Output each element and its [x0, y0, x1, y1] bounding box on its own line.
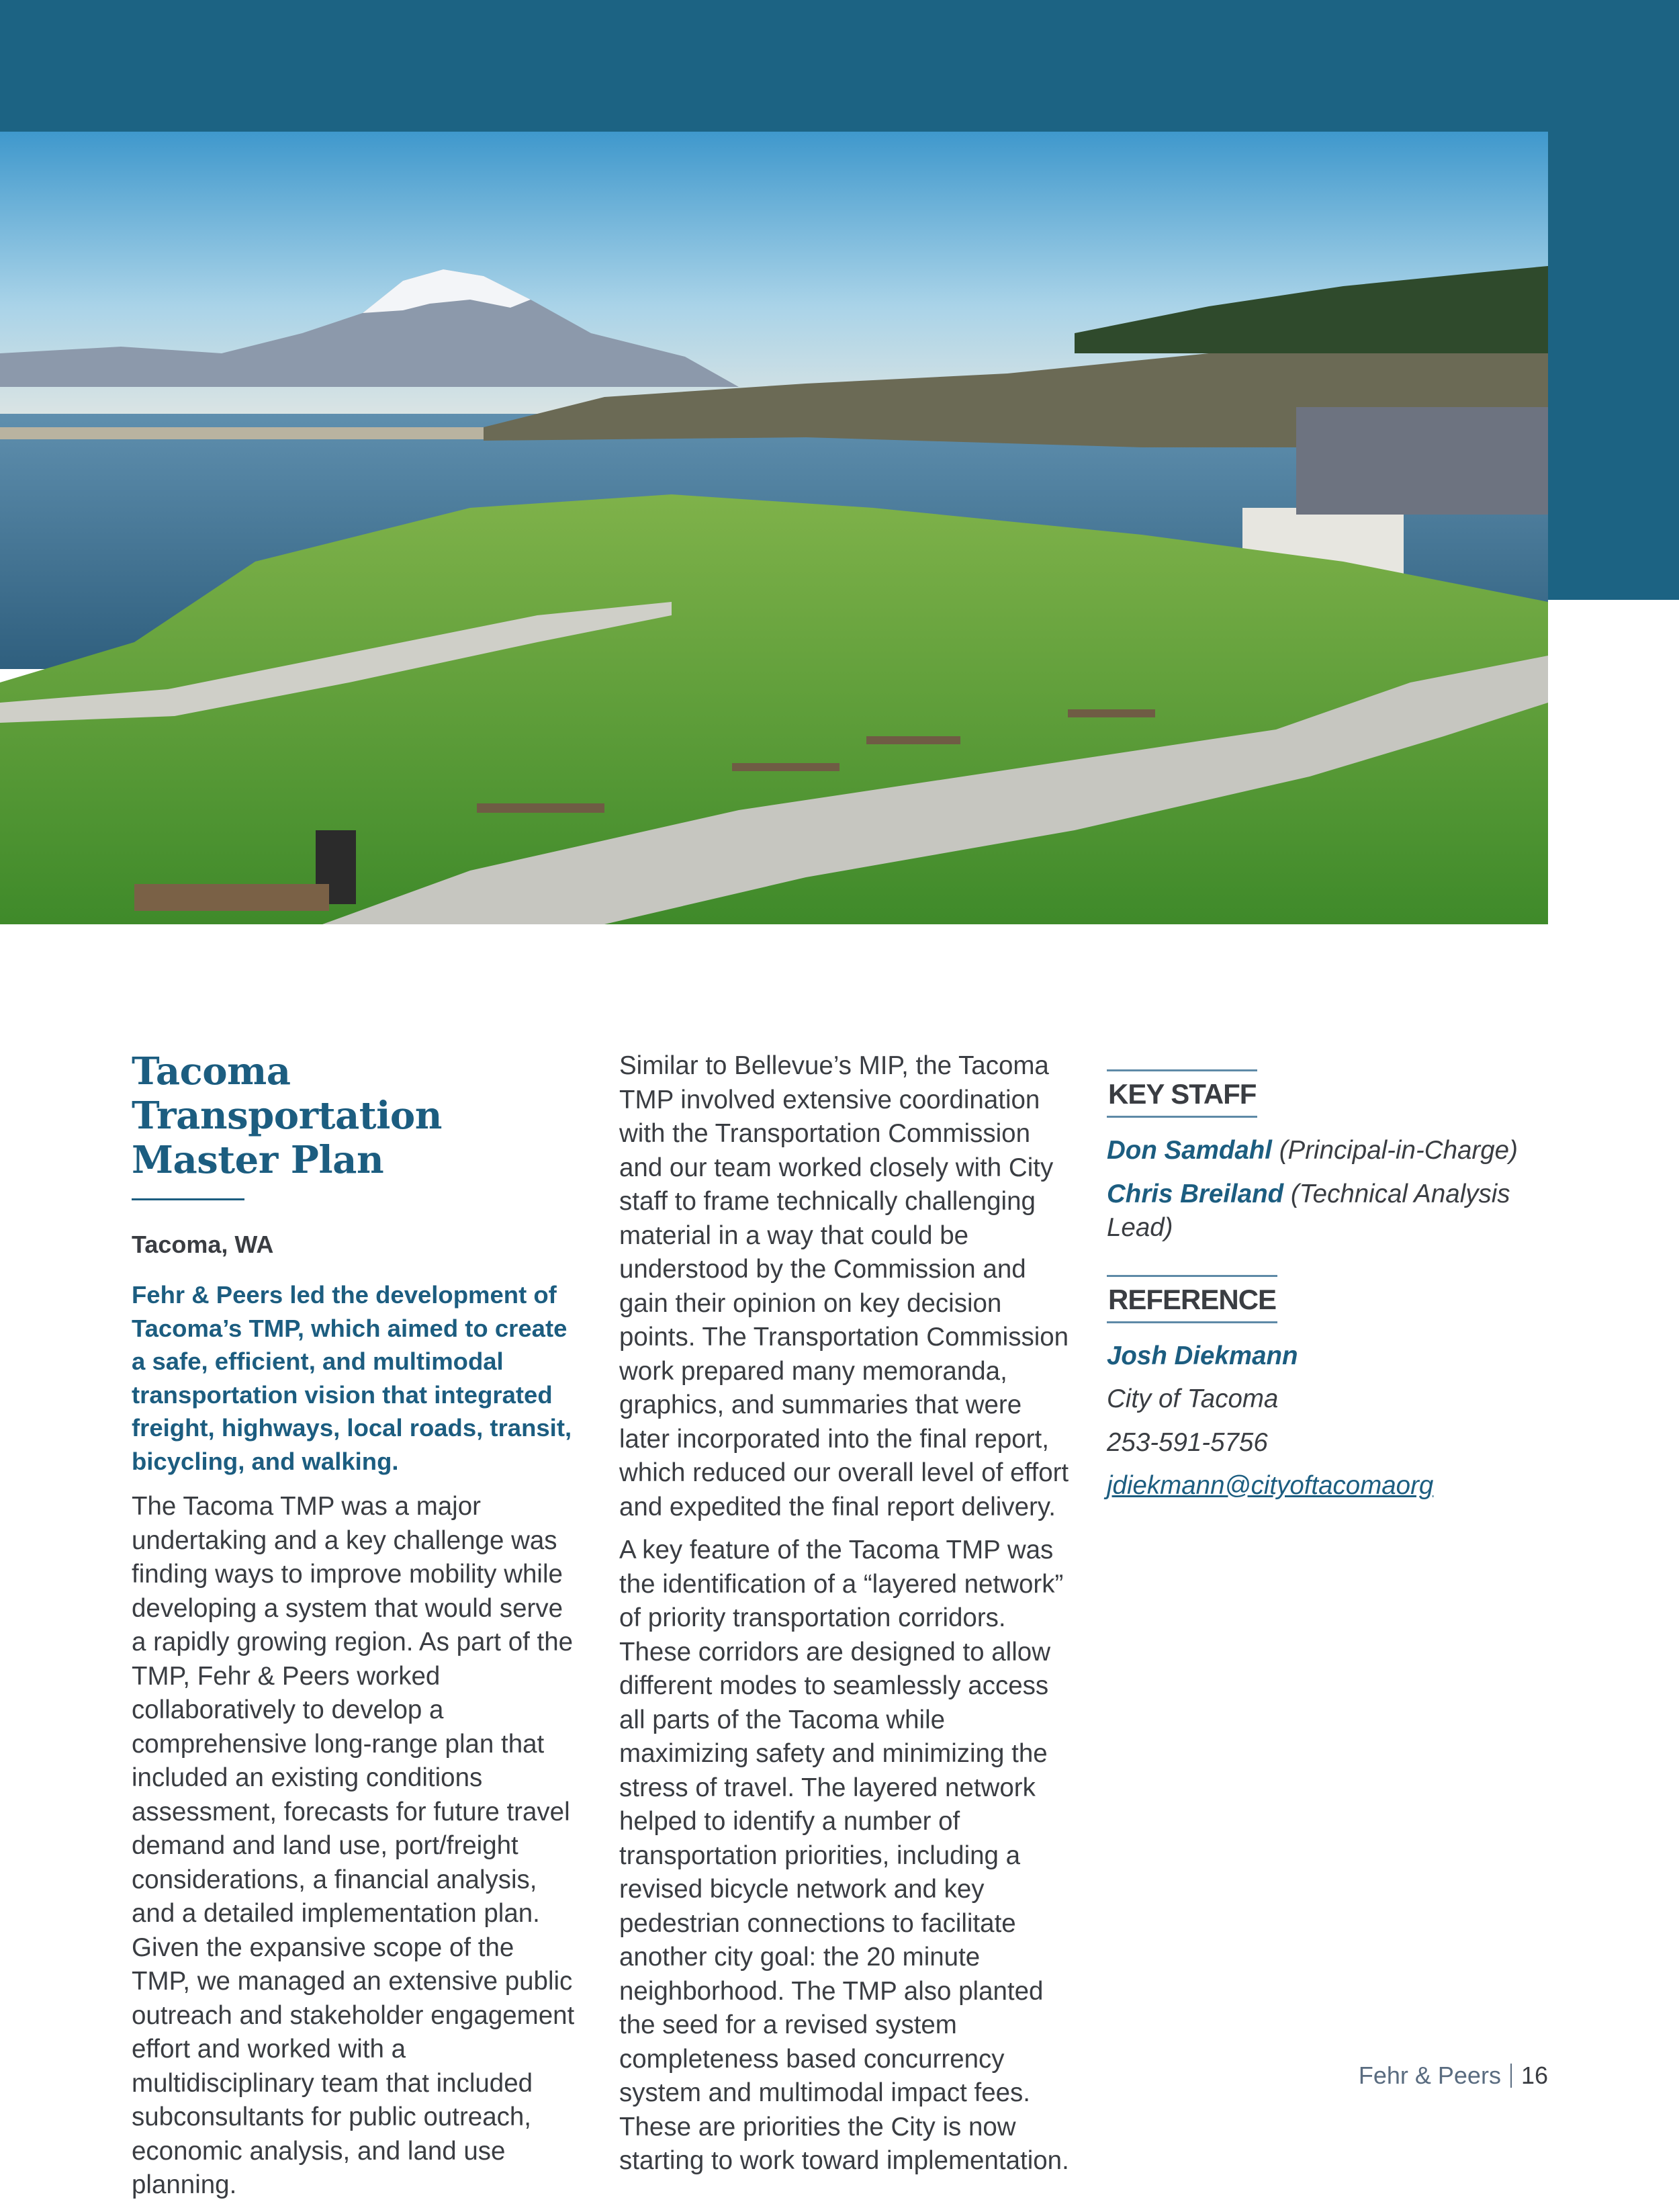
- title-line-2: Transportation: [132, 1094, 442, 1138]
- project-title: [132, 1049, 575, 1182]
- column-3: [1107, 1049, 1550, 1513]
- body-paragraph-2: Similar to Bellevue’s MIP, the Tacoma TMP involved extensive coordination with the Transportation Commission and our team worked closely with City staff to frame technically challenging material in a way that could be understood by the Commission and gain their opinion on key decision points. The Transportation Commission work prepared many memoranda, graphics, and summaries that were later incorporated into the final report, which reduced our overall level of effort and expedited the final report delivery.: [619, 1051, 1069, 1521]
- project-lead-summary: Fehr & Peers led the development of Tacoma’s TMP, which aimed to create a safe, efficient, and multimodal transportation vision that integrated freight, highways, local roads, transit, bicycling, and walking.: [132, 1281, 572, 1475]
- reference-organization: City of Tacoma: [1107, 1384, 1279, 1413]
- reference-name: Josh Diekmann: [1107, 1341, 1298, 1370]
- staff-name: Don Samdahl: [1107, 1136, 1273, 1165]
- title-line-3: Master Plan: [132, 1138, 384, 1182]
- staff-entry: [1107, 1134, 1550, 1168]
- reference-heading: REFERENCE: [1107, 1275, 1277, 1323]
- column-2: [619, 1049, 1069, 2188]
- side-color-band: [1548, 0, 1679, 600]
- page-number: 16: [1521, 2062, 1548, 2089]
- column-1: [132, 1049, 575, 2212]
- page-footer: [1359, 2061, 1548, 2090]
- title-divider: [132, 1198, 244, 1200]
- reference-phone: 253-591-5756: [1107, 1427, 1268, 1457]
- header-color-band: [0, 0, 1679, 132]
- reference-email-link[interactable]: jdiekmann@cityoftacomaorg: [1107, 1471, 1434, 1500]
- staff-name: Chris Breiland: [1107, 1179, 1284, 1208]
- body-paragraph-3: A key feature of the Tacoma TMP was the identification of a “layered network” of priority transportation corridors. These corridors are designed to allow different modes to seamlessly access all parts of the Tacoma while maximizing safety and minimizing the stress of travel. The layered network helped to identify a number of transportation priorities, including a revised bicycle network and key pedestrian connections to facilitate another city goal: the 20 minute neighborhood. The TMP also planted the seed for a revised system completeness based concurrency system and multimodal impact fees. These are priorities the City is now starting to work toward implementation.: [619, 1536, 1069, 2175]
- title-line-1: Tacoma: [132, 1049, 291, 1094]
- staff-role: (Technical Analysis Lead): [1107, 1179, 1510, 1242]
- footer-company: Fehr & Peers: [1358, 2062, 1501, 2089]
- hero-photo-waterfront-park: [0, 132, 1548, 924]
- staff-entry: [1107, 1178, 1550, 1245]
- key-staff-heading: KEY STAFF: [1107, 1069, 1257, 1118]
- body-paragraph-1: The Tacoma TMP was a major undertaking and a key challenge was finding ways to improve mobility while developing a system that would serve a rapidly growing region. As part of the TMP, Fehr & Peers worked collaboratively to develop a comprehensive long-range plan that included an existing conditions assessment, forecasts for future travel demand and land use, port/freight considerations, a financial analysis, and a detailed implementation plan. Given the expansive scope of the TMP, we managed an extensive public outreach and stakeholder engagement effort and worked with a multidisciplinary team that included subconsultants for public outreach, economic analysis, and land use planning.: [132, 1492, 575, 2199]
- staff-role: (Principal-in-Charge): [1279, 1136, 1518, 1165]
- project-location: Tacoma, WA: [132, 1231, 274, 1258]
- footer-divider: [1510, 2064, 1512, 2088]
